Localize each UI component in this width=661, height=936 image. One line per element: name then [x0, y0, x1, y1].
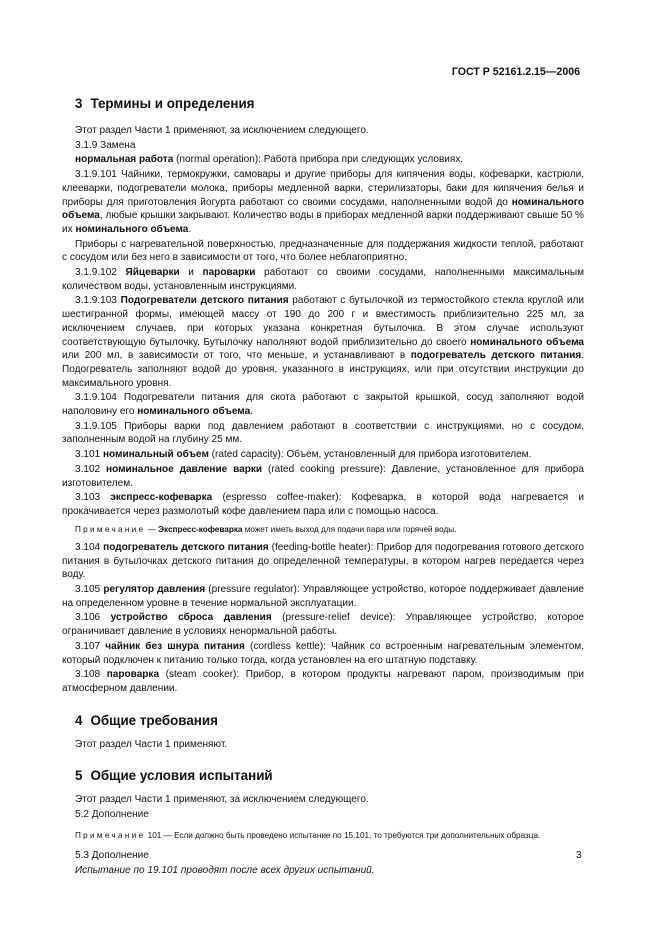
document-header: ГОСТ Р 52161.2.15—2006	[451, 66, 580, 78]
clause-3-1-9-102: 3.1.9.102 Яйцеварки и пароварки работают со своими сосудами, наполненными максимальным количеством воды, установленным инструкциями.	[62, 267, 584, 292]
clause-5-3-text: Испытание по 19.101 проводят после всех других испытаний.	[75, 864, 375, 876]
note-101: Примечание 101 — Если должно быть проведено испытание по 15.101, то требуются три дополнительных образца.	[75, 830, 541, 840]
section-3-title: 3 Термины и определения	[75, 96, 255, 111]
section-5-title: 5 Общие условия испытаний	[75, 768, 273, 784]
page-content	[62, 96, 584, 877]
section-4-text: Этот раздел Части 1 применяют.	[75, 738, 228, 750]
clause-3-1-9-101: 3.1.9.101 Чайники, термокружки, самовары и другие приборы для кипячения воды, кофеварки, кастрюли, клееварки, подогреватели молока, приборы медленной варки, стерилизаторы, баки для кипячения белья и приборы для приготовления йогурта работают со своими сосудами, наполненными водой до номинального объема, любые крышки закрывают. Количество воды в приборах медленной варки поддерживают свыше 50 % их номинального объема.	[62, 169, 584, 235]
clause-3-1-9-101-para2: Приборы с нагревательной поверхностью, предназначенные для поддержания жидкости теплой, работают с сосудом или без него в зависимости от того, что более неблагоприятно.	[62, 238, 584, 264]
term-normal-operation: нормальная работа (normal operation): Работа прибора при следующих условиях.	[75, 154, 464, 166]
term-3-105: 3.105 регулятор давления (pressure regulator): Управляющее устройство, которое поддерживает давление на определенном уровне в течение нормальной эксплуатации.	[62, 584, 585, 609]
clause-3-1-9-103: 3.1.9.103 Подогреватели детского питания работают с бутылочкой из термостойкого стекла круглой или шестигранной формы, имеющей массу от 190 до 200 г и вместимость приблизительно 225 мл, за исключением случаев, при которых указана конкретная бутылочка. В этом случае используют соответствующую бутылочку. Бутылочку наполняют водой приблизительно до своего номинального объема или 200 мл, в зависимости от того, что меньше, и устанавливают в подогреватель детского питания. Подогреватель заполняют водой до уровня, указанного в инструкциях, или при отсутствии инструкции до максимального уровня.	[62, 295, 584, 389]
page-number: 3	[576, 850, 582, 861]
clause-3-1-9: 3.1.9 Замена	[75, 139, 136, 151]
term-3-102: 3.102 номинальное давление варки (rated cooking pressure): Давление, установленное для прибора изготовителем.	[62, 463, 584, 489]
term-3-107: 3.107 чайник без шнура питания (cordless kettle): Чайник со встроенным нагревательным элементом, который подключен к питанию только тогда, когда установлен на его штатную подставку.	[62, 640, 584, 666]
term-3-103: 3.103 экспресс-кофеварка (espresso coffee-maker): Кофеварка, в которой вода нагревается и прокачивается через размолотый кофе давлением пара или с помощью насоса.	[62, 492, 584, 517]
clause-3-1-9-105: 3.1.9.105 Приборы варки под давлением работают в соответствии с инструкциями, но с сосудом, заполненным водой на глубину 25 мм.	[62, 420, 584, 446]
term-3-101: 3.101 номинальный объем (rated capacity): Объем, установленный для прибора изготовителем.	[75, 449, 532, 461]
clause-5-2: 5.2 Дополнение	[75, 809, 149, 821]
term-3-104: 3.104 подогреватель детского питания (feeding-bottle heater): Прибор для подогревания готового детского питания в бутылочках детского питания до определенной температуры, в котором нагрев передается через воду.	[62, 541, 585, 581]
section-3-intro: Этот раздел Части 1 применяют, за исключением следующего.	[75, 125, 369, 136]
term-3-106: 3.106 устройство сброса давления (pressure-relief device): Управляющее устройство, которое ограничивает давление в условиях ненормальной работы.	[62, 612, 584, 638]
note-espresso: Примечание — Экспресс-кофеварка может иметь выход для подачи пара или горячей воды.	[75, 524, 457, 534]
term-3-108: 3.108 пароварка (steam cooker): Прибор, в котором продукты нагревают паром, производимым при атмосферном давлении.	[62, 669, 585, 694]
clause-3-1-9-104: 3.1.9.104 Подогреватели питания для скота работают с закрытой крышкой, сосуд заполняют водой наполовину его номинального объема.	[62, 392, 584, 418]
section-5-intro: Этот раздел Части 1 применяют, за исключением следующего.	[75, 794, 369, 806]
clause-5-3: 5.3 Дополнение	[75, 849, 149, 861]
section-4-title: 4 Общие требования	[75, 712, 218, 728]
